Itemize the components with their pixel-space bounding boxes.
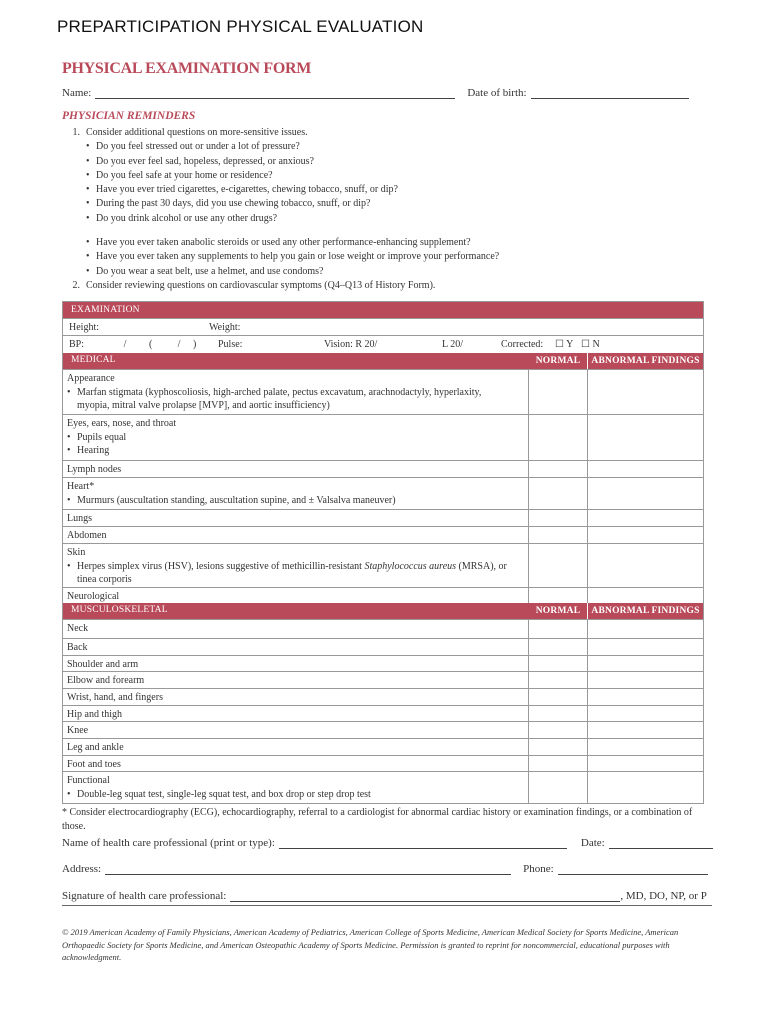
neck-cell: Neck <box>63 620 529 638</box>
normal-cell[interactable] <box>529 527 588 543</box>
findings-cell[interactable] <box>588 706 703 721</box>
normal-cell[interactable] <box>529 656 588 671</box>
leg-ankle-cell: Leg and ankle <box>63 739 529 755</box>
list-item: • Have you ever tried cigarettes, e-cigarettes, chewing tobacco, snuff, or dip? <box>86 184 398 196</box>
form-title: PHYSICAL EXAMINATION FORM <box>62 60 312 77</box>
findings-cell[interactable] <box>588 588 703 603</box>
findings-cell[interactable] <box>588 739 703 755</box>
table-row <box>63 638 703 655</box>
vitals-row <box>63 335 703 353</box>
weight-label[interactable]: Weight: <box>209 321 241 333</box>
page-title: PREPARTICIPATION PHYSICAL EVALUATION <box>57 17 424 36</box>
phone-label: Phone: <box>523 863 554 875</box>
list-item: • Do you feel stressed out or under a lot of pressure? <box>86 141 300 153</box>
normal-cell[interactable] <box>529 689 588 705</box>
findings-cell[interactable] <box>588 478 703 509</box>
functional-cell: Functional • Double-leg squat test, single-leg squat test, and box drop or step drop test <box>63 772 529 803</box>
findings-cell[interactable] <box>588 639 703 655</box>
back-cell: Back <box>63 639 529 655</box>
findings-cell[interactable] <box>588 620 703 638</box>
findings-cell[interactable] <box>588 510 703 526</box>
heart-cell: Heart* • Murmurs (auscultation standing, auscultation supine, and ± Valsalva maneuver) <box>63 478 529 509</box>
table-row <box>63 477 703 509</box>
height-weight-row <box>63 318 703 335</box>
pulse-label[interactable]: Pulse: <box>218 339 243 350</box>
dob-field[interactable] <box>531 86 689 99</box>
examination-header: EXAMINATION <box>63 302 703 318</box>
normal-cell[interactable] <box>529 772 588 803</box>
musculoskeletal-header <box>63 603 703 619</box>
findings-cell[interactable] <box>588 672 703 688</box>
table-row <box>63 460 703 477</box>
normal-cell[interactable] <box>529 620 588 638</box>
bp-label[interactable]: BP: <box>69 339 85 350</box>
signature-row <box>62 889 707 902</box>
bp-paren-open: ( <box>149 339 153 350</box>
findings-cell[interactable] <box>588 756 703 771</box>
hcp-name-row <box>62 836 713 849</box>
date-field[interactable] <box>609 836 713 849</box>
normal-header: NORMAL <box>529 603 588 619</box>
list-item: • Do you drink alcohol or use any other drugs? <box>86 212 278 224</box>
lungs-cell: Lungs <box>63 510 529 526</box>
elbow-forearm-cell: Elbow and forearm <box>63 672 529 688</box>
hip-thigh-cell: Hip and thigh <box>63 706 529 721</box>
findings-cell[interactable] <box>588 461 703 477</box>
findings-cell[interactable] <box>588 527 703 543</box>
findings-cell[interactable] <box>588 689 703 705</box>
findings-cell[interactable] <box>588 722 703 738</box>
examination-table <box>62 301 704 804</box>
normal-cell[interactable] <box>529 588 588 603</box>
list-item: • Do you feel safe at your home or residence? <box>86 169 273 181</box>
table-row <box>63 688 703 705</box>
normal-cell[interactable] <box>529 370 588 414</box>
findings-cell[interactable] <box>588 370 703 414</box>
normal-cell[interactable] <box>529 739 588 755</box>
table-row <box>63 671 703 688</box>
table-row <box>63 619 703 638</box>
bp-slash-2: / <box>177 339 181 350</box>
vision-left-label[interactable]: L 20/ <box>442 339 464 350</box>
reminder-item-2: 2. Consider reviewing questions on cardiovascular symptoms (Q4–Q13 of History Form). <box>72 279 436 291</box>
medical-header <box>63 353 703 369</box>
hcp-name-field[interactable] <box>279 836 567 849</box>
phone-field[interactable] <box>558 862 708 875</box>
address-field[interactable] <box>105 862 511 875</box>
address-row <box>62 862 708 875</box>
table-row <box>63 755 703 771</box>
eent-cell: Eyes, ears, nose, and throat • Pupils equal • Hearing <box>63 415 529 460</box>
table-row <box>63 655 703 671</box>
normal-cell[interactable] <box>529 510 588 526</box>
footnote: * Consider electrocardiography (ECG), echocardiography, referral to a cardiologist for abnormal cardiac history or examination findings, or a combination of those. <box>62 807 693 832</box>
date-label: Date: <box>580 837 605 849</box>
name-row <box>62 86 689 99</box>
normal-cell[interactable] <box>529 478 588 509</box>
table-row <box>63 414 703 460</box>
table-row <box>63 587 703 603</box>
neurological-cell: Neurological <box>63 588 529 603</box>
findings-cell[interactable] <box>588 772 703 803</box>
normal-cell[interactable] <box>529 461 588 477</box>
normal-header: NORMAL <box>529 353 588 369</box>
physician-reminders-title: PHYSICIAN REMINDERS <box>62 110 196 122</box>
findings-cell[interactable] <box>588 544 703 587</box>
findings-cell[interactable] <box>588 415 703 460</box>
corrected-no-checkbox[interactable]: ☐ N <box>581 339 600 350</box>
table-row <box>63 705 703 721</box>
hcp-name-label: Name of health care professional (print or type): <box>62 837 275 849</box>
height-label[interactable]: Height: <box>69 321 99 333</box>
bp-slash: / <box>123 339 127 350</box>
normal-cell[interactable] <box>529 415 588 460</box>
table-row <box>63 721 703 738</box>
vision-right-label[interactable]: Vision: R 20/ <box>324 339 378 350</box>
skin-cell: Skin • Herpes simplex virus (HSV), lesions suggestive of methicillin-resistant Staphylococcus aureus (MRSA), or tinea corporis <box>63 544 529 587</box>
musculoskeletal-header-label: MUSCULOSKELETAL <box>71 605 168 616</box>
reminders-list-2 <box>62 236 499 293</box>
normal-cell[interactable] <box>529 706 588 721</box>
table-row <box>63 526 703 543</box>
wrist-hand-cell: Wrist, hand, and fingers <box>63 689 529 705</box>
list-item: • Have you ever taken any supplements to help you gain or lose weight or improve your performance? <box>86 251 500 263</box>
shoulder-arm-cell: Shoulder and arm <box>63 656 529 671</box>
signature-suffix: , MD, DO, NP, or P <box>620 890 707 902</box>
table-row <box>63 369 703 414</box>
abnormal-findings-header: ABNORMAL FINDINGS <box>591 356 700 366</box>
address-label: Address: <box>62 863 102 875</box>
abnormal-findings-header: ABNORMAL FINDINGS <box>591 606 700 616</box>
normal-cell[interactable] <box>529 544 588 587</box>
list-item: • Do you ever feel sad, hopeless, depressed, or anxious? <box>86 155 314 167</box>
table-row <box>63 509 703 526</box>
corrected-label: Corrected: <box>501 339 544 350</box>
knee-cell: Knee <box>63 722 529 738</box>
normal-cell[interactable] <box>529 639 588 655</box>
dob-label: Date of birth: <box>467 87 527 99</box>
signature-field[interactable] <box>230 889 620 902</box>
foot-toes-cell: Foot and toes <box>63 756 529 771</box>
reminders-list-1 <box>62 126 398 226</box>
medical-header-label: MEDICAL <box>71 355 116 366</box>
list-item: • During the past 30 days, did you use chewing tobacco, snuff, or dip? <box>86 198 371 210</box>
abdomen-cell: Abdomen <box>63 527 529 543</box>
copyright-notice: © 2019 American Academy of Family Physicians, American Academy of Pediatrics, American College of Sports Medicine, American Medical Society for Sports Medicine, American Orthopaedic Society for Sports Medicine, and American Osteopathic Academy of Sports Medicine. Permission is granted to reprint for noncommercial, educational purposes with acknowledgment. <box>62 927 679 962</box>
appearance-cell: Appearance • Marfan stigmata (kyphoscoliosis, high-arched palate, pectus excavatum, arachnodactyly, hyperlaxity, myopia, mitral valve prolapse [MVP], and aortic insufficiency) <box>63 370 529 414</box>
findings-cell[interactable] <box>588 656 703 671</box>
normal-cell[interactable] <box>529 722 588 738</box>
signature-label: Signature of health care professional: <box>62 890 227 902</box>
normal-cell[interactable] <box>529 672 588 688</box>
table-row <box>63 771 703 803</box>
corrected-yes-checkbox[interactable]: ☐ Y <box>555 339 574 350</box>
table-row <box>63 543 703 587</box>
list-item: • Do you wear a seat belt, use a helmet, and use condoms? <box>86 265 324 277</box>
reminder-item-1: 1. Consider additional questions on more-sensitive issues. <box>72 127 308 138</box>
bp-paren-close: ) <box>193 339 197 350</box>
table-row <box>63 738 703 755</box>
name-field[interactable] <box>95 86 455 99</box>
divider <box>62 905 712 906</box>
normal-cell[interactable] <box>529 756 588 771</box>
lymph-nodes-cell: Lymph nodes <box>63 461 529 477</box>
list-item: • Have you ever taken anabolic steroids or used any other performance-enhancing supplement? <box>86 237 471 248</box>
name-label: Name: <box>62 87 92 99</box>
